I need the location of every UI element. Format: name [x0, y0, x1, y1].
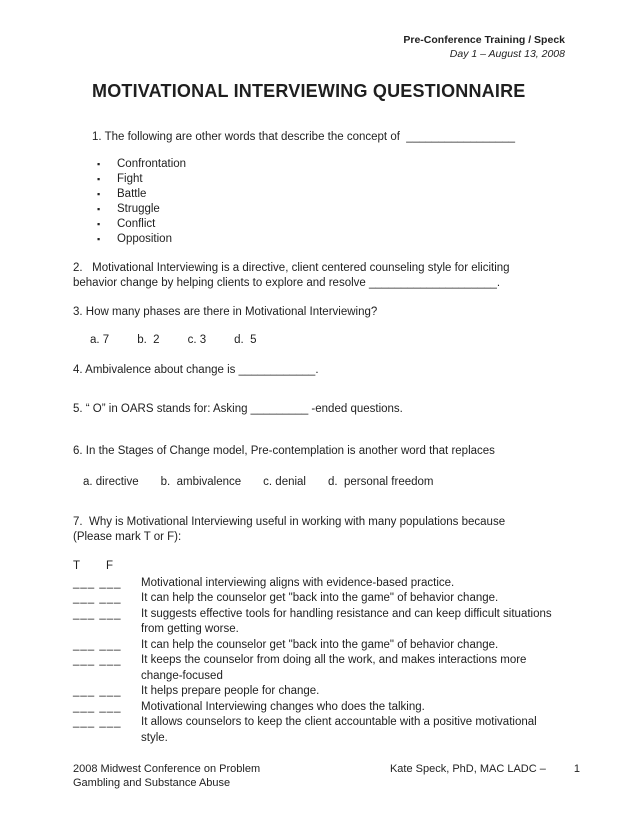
header-date-label: Day 1 – August 13, 2008 — [449, 48, 565, 60]
option-d: d. 5 — [234, 334, 257, 346]
question-1-text: 1. The following are other words that describe the concept of _________________ — [92, 131, 516, 143]
question-6-text: 6. In the Stages of Change model, Pre-contemplation is another word that replaces — [73, 445, 495, 457]
question-6-options — [83, 475, 565, 490]
bullet-icon: ▪ — [97, 174, 101, 184]
header-training-label: Pre-Conference Training / Speck — [403, 34, 565, 46]
statement-text: Motivational interviewing aligns with evidence-based practice. — [141, 576, 455, 589]
question-5-text: 5. “ O” in OARS stands for: Asking _________ -ended questions. — [73, 403, 403, 415]
bullet-icon: ▪ — [97, 159, 101, 169]
answer-blanks: ___ ___ — [73, 576, 122, 589]
statement-text: It keeps the counselor from doing all the work, and makes interactions more change-focused — [141, 654, 530, 682]
bullet-label: Fight — [117, 173, 143, 185]
question-1-bullet-list — [97, 157, 565, 247]
page-title: MOTIVATIONAL INTERVIEWING QUESTIONNAIRE — [92, 81, 526, 101]
bullet-label: Opposition — [117, 233, 172, 245]
statement-text: It suggests effective tools for handling resistance and can keep difficult situations from getting worse. — [141, 607, 555, 635]
option-c: c. denial — [263, 476, 306, 488]
question-3-options — [90, 333, 565, 348]
true-false-rows — [73, 576, 565, 747]
footer-conference-line2: Gambling and Substance Abuse — [73, 777, 231, 789]
table-row — [73, 607, 565, 638]
bullet-label: Confrontation — [117, 158, 187, 170]
bullet-label: Battle — [117, 188, 147, 200]
question-7 — [73, 515, 565, 746]
question-2 — [73, 261, 565, 291]
question-3-text: 3. How many phases are there in Motivational Interviewing? — [73, 306, 378, 318]
option-b: b. 2 — [137, 334, 160, 346]
true-false-column-headers — [73, 559, 565, 575]
footer-conference-label — [73, 762, 363, 790]
list-item — [97, 232, 565, 247]
bullet-icon: ▪ — [97, 204, 101, 214]
list-item — [97, 202, 565, 217]
statement-text: It helps prepare people for change. — [141, 685, 320, 697]
question-2-text-line1: 2. Motivational Interviewing is a directive, client centered counseling style for eliciting — [73, 262, 510, 274]
question-2-text-line2: behavior change by helping clients to explore and resolve ____________________. — [73, 277, 501, 289]
table-row — [73, 653, 565, 684]
footer-conference-line1: 2008 Midwest Conference on Problem — [73, 763, 261, 775]
answer-blanks: ___ ___ — [73, 685, 122, 697]
list-item — [97, 217, 565, 232]
question-7-text-line2: (Please mark T or F): — [73, 531, 182, 543]
statement-text: It allows counselors to keep the client accountable with a positive motivational style. — [141, 716, 540, 744]
bullet-icon: ▪ — [97, 189, 101, 199]
list-item — [97, 187, 565, 202]
column-header-false: F — [106, 560, 114, 572]
answer-blanks: ___ ___ — [73, 700, 122, 713]
answer-blanks: ___ ___ — [73, 592, 122, 604]
option-b: b. ambivalence — [160, 476, 242, 488]
table-row — [73, 638, 565, 654]
option-a: a. directive — [83, 476, 139, 488]
statement-text: Motivational Interviewing changes who does the talking. — [141, 700, 425, 713]
table-row — [73, 715, 565, 746]
list-item — [97, 157, 565, 172]
table-row — [73, 576, 565, 592]
list-item — [97, 172, 565, 187]
question-7-text-line1: 7. Why is Motivational Interviewing useful in working with many populations because — [73, 516, 506, 528]
page-footer — [73, 762, 598, 790]
statement-text: It can help the counselor get "back into the game" of behavior change. — [141, 592, 499, 604]
table-row — [73, 700, 565, 716]
bullet-icon: ▪ — [97, 219, 101, 229]
page-header — [73, 33, 565, 61]
option-a: a. 7 — [90, 334, 110, 346]
answer-blanks: ___ ___ — [73, 654, 122, 666]
table-row — [73, 591, 565, 607]
column-header-true: T — [73, 560, 81, 572]
option-d: d. personal freedom — [328, 476, 434, 488]
option-c: c. 3 — [187, 334, 207, 346]
statement-text: It can help the counselor get "back into the game" of behavior change. — [141, 638, 499, 651]
bullet-label: Struggle — [117, 203, 160, 215]
table-row — [73, 684, 565, 700]
bullet-icon: ▪ — [97, 234, 101, 244]
answer-blanks: ___ ___ — [73, 607, 122, 620]
bullet-label: Conflict — [117, 218, 156, 230]
page-number: 1 — [573, 763, 580, 775]
question-6 — [73, 444, 565, 490]
question-1 — [73, 130, 565, 247]
answer-blanks: ___ ___ — [73, 638, 122, 651]
question-4-text: 4. Ambivalence about change is ____________. — [73, 364, 319, 376]
question-3 — [73, 305, 565, 348]
answer-blanks: ___ ___ — [73, 716, 122, 728]
footer-author-label: Kate Speck, PhD, MAC LADC – — [389, 763, 546, 775]
